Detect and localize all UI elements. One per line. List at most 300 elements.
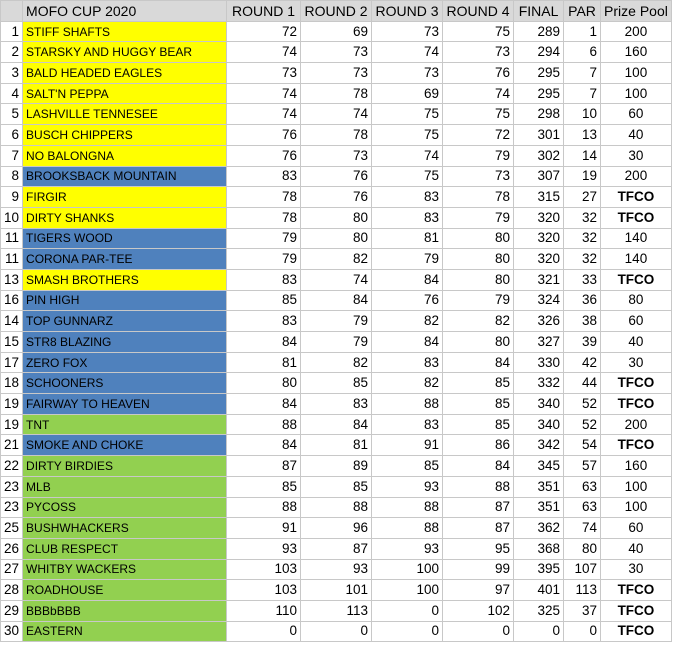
team-name-cell[interactable]: DIRTY SHANKS — [23, 207, 227, 228]
header-round-2[interactable]: ROUND 2 — [301, 1, 372, 22]
position-cell[interactable]: 22 — [1, 456, 23, 477]
round-2-cell[interactable]: 80 — [301, 207, 372, 228]
par-cell[interactable]: 10 — [564, 104, 601, 125]
team-name-cell[interactable]: STARSKY AND HUGGY BEAR — [23, 42, 227, 63]
position-cell[interactable]: 5 — [1, 104, 23, 125]
round-3-cell[interactable]: 0 — [372, 621, 443, 642]
table-body — [1, 1, 672, 642]
round-3-cell[interactable]: 79 — [372, 249, 443, 270]
round-4-cell[interactable]: 79 — [443, 145, 514, 166]
round-2-cell[interactable]: 82 — [301, 352, 372, 373]
table-row — [1, 125, 672, 146]
table-row — [1, 332, 672, 353]
round-3-cell[interactable]: 91 — [372, 435, 443, 456]
position-cell[interactable]: 19 — [1, 414, 23, 435]
round-4-cell[interactable]: 85 — [443, 373, 514, 394]
position-cell[interactable]: 30 — [1, 621, 23, 642]
round-4-cell[interactable]: 73 — [443, 166, 514, 187]
round-1-cell[interactable]: 93 — [227, 538, 301, 559]
par-cell[interactable]: 32 — [564, 207, 601, 228]
round-1-cell[interactable]: 83 — [227, 311, 301, 332]
round-3-cell[interactable]: 88 — [372, 394, 443, 415]
table-row — [1, 311, 672, 332]
round-3-cell[interactable]: 88 — [372, 518, 443, 539]
team-name-cell[interactable]: LASHVILLE TENNESEE — [23, 104, 227, 125]
table-row — [1, 538, 672, 559]
round-4-cell[interactable]: 0 — [443, 621, 514, 642]
team-name-cell[interactable]: BBBbBBB — [23, 600, 227, 621]
team-name-cell[interactable]: BALD HEADED EAGLES — [23, 63, 227, 84]
round-3-cell[interactable]: 83 — [372, 414, 443, 435]
round-1-cell[interactable]: 84 — [227, 435, 301, 456]
par-cell[interactable]: 63 — [564, 476, 601, 497]
final-score-cell[interactable]: 342 — [514, 435, 564, 456]
prize-pool-cell[interactable]: TFCO — [601, 269, 672, 290]
prize-pool-cell[interactable]: 200 — [601, 21, 672, 42]
final-score-cell[interactable]: 295 — [514, 63, 564, 84]
header-round-3[interactable]: ROUND 3 — [372, 1, 443, 22]
header-par[interactable]: PAR — [564, 1, 601, 22]
round-3-cell[interactable]: 74 — [372, 42, 443, 63]
position-cell[interactable]: 6 — [1, 125, 23, 146]
position-cell[interactable]: 4 — [1, 83, 23, 104]
round-3-cell[interactable]: 75 — [372, 166, 443, 187]
final-score-cell[interactable]: 351 — [514, 476, 564, 497]
final-score-cell[interactable]: 301 — [514, 125, 564, 146]
position-cell[interactable]: 17 — [1, 352, 23, 373]
round-3-cell[interactable]: 83 — [372, 352, 443, 373]
prize-pool-cell[interactable]: TFCO — [601, 373, 672, 394]
table-row — [1, 228, 672, 249]
position-cell[interactable]: 11 — [1, 249, 23, 270]
final-score-cell[interactable]: 345 — [514, 456, 564, 477]
round-1-cell[interactable]: 80 — [227, 373, 301, 394]
round-2-cell[interactable]: 78 — [301, 125, 372, 146]
round-4-cell[interactable]: 74 — [443, 83, 514, 104]
round-2-cell[interactable]: 101 — [301, 580, 372, 601]
prize-pool-cell[interactable]: TFCO — [601, 580, 672, 601]
round-3-cell[interactable]: 88 — [372, 497, 443, 518]
prize-pool-cell[interactable]: 40 — [601, 538, 672, 559]
round-4-cell[interactable]: 87 — [443, 518, 514, 539]
team-name-cell[interactable]: MLB — [23, 476, 227, 497]
round-3-cell[interactable]: 83 — [372, 187, 443, 208]
round-2-cell[interactable]: 73 — [301, 63, 372, 84]
team-name-cell[interactable]: EASTERN — [23, 621, 227, 642]
prize-pool-cell[interactable]: TFCO — [601, 435, 672, 456]
round-3-cell[interactable]: 73 — [372, 63, 443, 84]
round-4-cell[interactable]: 85 — [443, 414, 514, 435]
final-score-cell[interactable]: 326 — [514, 311, 564, 332]
par-cell[interactable]: 7 — [564, 83, 601, 104]
round-4-cell[interactable]: 88 — [443, 476, 514, 497]
round-2-cell[interactable]: 73 — [301, 42, 372, 63]
prize-pool-cell[interactable]: 60 — [601, 518, 672, 539]
round-4-cell[interactable]: 87 — [443, 497, 514, 518]
table-row — [1, 600, 672, 621]
round-4-cell[interactable]: 72 — [443, 125, 514, 146]
round-1-cell[interactable]: 85 — [227, 290, 301, 311]
round-4-cell[interactable]: 95 — [443, 538, 514, 559]
round-2-cell[interactable]: 87 — [301, 538, 372, 559]
final-score-cell[interactable]: 340 — [514, 394, 564, 415]
table-row — [1, 621, 672, 642]
round-1-cell[interactable]: 74 — [227, 83, 301, 104]
round-1-cell[interactable]: 83 — [227, 269, 301, 290]
position-cell[interactable]: 26 — [1, 538, 23, 559]
team-name-cell[interactable]: PIN HIGH — [23, 290, 227, 311]
par-cell[interactable]: 36 — [564, 290, 601, 311]
round-2-cell[interactable]: 0 — [301, 621, 372, 642]
table-row — [1, 497, 672, 518]
header-corner-cell[interactable] — [1, 1, 23, 22]
final-score-cell[interactable]: 302 — [514, 145, 564, 166]
prize-pool-cell[interactable]: 140 — [601, 228, 672, 249]
round-1-cell[interactable]: 81 — [227, 352, 301, 373]
prize-pool-cell[interactable]: 30 — [601, 145, 672, 166]
final-score-cell[interactable]: 320 — [514, 207, 564, 228]
header-prize-pool[interactable]: Prize Pool — [601, 1, 672, 22]
round-1-cell[interactable]: 83 — [227, 166, 301, 187]
table-row — [1, 249, 672, 270]
sheet-title[interactable]: MOFO CUP 2020 — [23, 1, 227, 22]
team-name-cell[interactable]: TIGERS WOOD — [23, 228, 227, 249]
position-cell[interactable]: 16 — [1, 290, 23, 311]
round-4-cell[interactable]: 75 — [443, 21, 514, 42]
final-score-cell[interactable]: 332 — [514, 373, 564, 394]
prize-pool-cell[interactable]: 30 — [601, 559, 672, 580]
table-row — [1, 352, 672, 373]
table-row — [1, 394, 672, 415]
round-1-cell[interactable]: 110 — [227, 600, 301, 621]
final-score-cell[interactable]: 368 — [514, 538, 564, 559]
round-3-cell[interactable]: 81 — [372, 228, 443, 249]
par-cell[interactable]: 42 — [564, 352, 601, 373]
round-2-cell[interactable]: 85 — [301, 476, 372, 497]
prize-pool-cell[interactable]: 60 — [601, 104, 672, 125]
round-4-cell[interactable]: 86 — [443, 435, 514, 456]
final-score-cell[interactable]: 327 — [514, 332, 564, 353]
round-2-cell[interactable]: 76 — [301, 166, 372, 187]
par-cell[interactable]: 13 — [564, 125, 601, 146]
round-1-cell[interactable]: 73 — [227, 63, 301, 84]
round-3-cell[interactable]: 75 — [372, 125, 443, 146]
final-score-cell[interactable]: 320 — [514, 228, 564, 249]
position-cell[interactable]: 18 — [1, 373, 23, 394]
par-cell[interactable]: 57 — [564, 456, 601, 477]
table-row — [1, 290, 672, 311]
round-2-cell[interactable]: 96 — [301, 518, 372, 539]
team-name-cell[interactable]: CLUB RESPECT — [23, 538, 227, 559]
final-score-cell[interactable]: 330 — [514, 352, 564, 373]
prize-pool-cell[interactable]: 80 — [601, 290, 672, 311]
par-cell[interactable]: 27 — [564, 187, 601, 208]
round-2-cell[interactable]: 85 — [301, 373, 372, 394]
position-cell[interactable]: 7 — [1, 145, 23, 166]
round-4-cell[interactable]: 84 — [443, 352, 514, 373]
par-cell[interactable]: 52 — [564, 414, 601, 435]
par-cell[interactable]: 52 — [564, 394, 601, 415]
position-cell[interactable]: 8 — [1, 166, 23, 187]
round-1-cell[interactable]: 88 — [227, 414, 301, 435]
table-row — [1, 435, 672, 456]
round-4-cell[interactable]: 99 — [443, 559, 514, 580]
par-cell[interactable]: 32 — [564, 249, 601, 270]
round-2-cell[interactable]: 78 — [301, 83, 372, 104]
round-3-cell[interactable]: 76 — [372, 290, 443, 311]
round-2-cell[interactable]: 74 — [301, 104, 372, 125]
position-cell[interactable]: 19 — [1, 394, 23, 415]
prize-pool-cell[interactable]: 100 — [601, 476, 672, 497]
round-2-cell[interactable]: 74 — [301, 269, 372, 290]
round-1-cell[interactable]: 88 — [227, 497, 301, 518]
round-1-cell[interactable]: 76 — [227, 125, 301, 146]
round-4-cell[interactable]: 82 — [443, 311, 514, 332]
round-1-cell[interactable]: 78 — [227, 207, 301, 228]
final-score-cell[interactable]: 321 — [514, 269, 564, 290]
team-name-cell[interactable]: FAIRWAY TO HEAVEN — [23, 394, 227, 415]
round-2-cell[interactable]: 113 — [301, 600, 372, 621]
round-1-cell[interactable]: 103 — [227, 580, 301, 601]
round-3-cell[interactable]: 93 — [372, 538, 443, 559]
round-4-cell[interactable]: 73 — [443, 42, 514, 63]
prize-pool-cell[interactable]: 40 — [601, 125, 672, 146]
prize-pool-cell[interactable]: 160 — [601, 42, 672, 63]
round-4-cell[interactable]: 75 — [443, 104, 514, 125]
round-3-cell[interactable]: 75 — [372, 104, 443, 125]
round-2-cell[interactable]: 79 — [301, 311, 372, 332]
round-3-cell[interactable]: 100 — [372, 580, 443, 601]
round-3-cell[interactable]: 69 — [372, 83, 443, 104]
team-name-cell[interactable]: WHITBY WACKERS — [23, 559, 227, 580]
final-score-cell[interactable]: 362 — [514, 518, 564, 539]
round-2-cell[interactable]: 83 — [301, 394, 372, 415]
position-cell[interactable]: 1 — [1, 21, 23, 42]
par-cell[interactable]: 1 — [564, 21, 601, 42]
prize-pool-cell[interactable]: 100 — [601, 497, 672, 518]
position-cell[interactable]: 14 — [1, 311, 23, 332]
round-3-cell[interactable]: 82 — [372, 311, 443, 332]
round-1-cell[interactable]: 103 — [227, 559, 301, 580]
team-name-cell[interactable]: BROOKSBACK MOUNTAIN — [23, 166, 227, 187]
table-row — [1, 187, 672, 208]
table-row — [1, 414, 672, 435]
final-score-cell[interactable]: 315 — [514, 187, 564, 208]
header-round-1[interactable]: ROUND 1 — [227, 1, 301, 22]
table-row — [1, 63, 672, 84]
round-3-cell[interactable]: 85 — [372, 456, 443, 477]
position-cell[interactable]: 28 — [1, 580, 23, 601]
position-cell[interactable]: 2 — [1, 42, 23, 63]
round-1-cell[interactable]: 76 — [227, 145, 301, 166]
final-score-cell[interactable]: 340 — [514, 414, 564, 435]
par-cell[interactable]: 80 — [564, 538, 601, 559]
round-4-cell[interactable]: 85 — [443, 394, 514, 415]
table-row — [1, 145, 672, 166]
position-cell[interactable]: 23 — [1, 476, 23, 497]
par-cell[interactable]: 6 — [564, 42, 601, 63]
round-3-cell[interactable]: 84 — [372, 332, 443, 353]
team-name-cell[interactable]: ZERO FOX — [23, 352, 227, 373]
round-1-cell[interactable]: 91 — [227, 518, 301, 539]
final-score-cell[interactable]: 351 — [514, 497, 564, 518]
round-1-cell[interactable]: 84 — [227, 394, 301, 415]
team-name-cell[interactable]: TNT — [23, 414, 227, 435]
position-cell[interactable]: 27 — [1, 559, 23, 580]
round-4-cell[interactable]: 79 — [443, 290, 514, 311]
round-4-cell[interactable]: 80 — [443, 249, 514, 270]
prize-pool-cell[interactable]: 60 — [601, 311, 672, 332]
round-2-cell[interactable]: 81 — [301, 435, 372, 456]
round-1-cell[interactable]: 72 — [227, 21, 301, 42]
prize-pool-cell[interactable]: 200 — [601, 414, 672, 435]
position-cell[interactable]: 29 — [1, 600, 23, 621]
team-name-cell[interactable]: DIRTY BIRDIES — [23, 456, 227, 477]
round-3-cell[interactable]: 74 — [372, 145, 443, 166]
par-cell[interactable]: 44 — [564, 373, 601, 394]
team-name-cell[interactable]: SMASH BROTHERS — [23, 269, 227, 290]
round-3-cell[interactable]: 83 — [372, 207, 443, 228]
final-score-cell[interactable]: 395 — [514, 559, 564, 580]
par-cell[interactable]: 113 — [564, 580, 601, 601]
team-name-cell[interactable]: ROADHOUSE — [23, 580, 227, 601]
round-2-cell[interactable]: 82 — [301, 249, 372, 270]
par-cell[interactable]: 14 — [564, 145, 601, 166]
prize-pool-cell[interactable]: 140 — [601, 249, 672, 270]
team-name-cell[interactable]: CORONA PAR-TEE — [23, 249, 227, 270]
prize-pool-cell[interactable]: TFCO — [601, 207, 672, 228]
round-4-cell[interactable]: 97 — [443, 580, 514, 601]
round-3-cell[interactable]: 93 — [372, 476, 443, 497]
final-score-cell[interactable]: 289 — [514, 21, 564, 42]
round-4-cell[interactable]: 80 — [443, 332, 514, 353]
round-2-cell[interactable]: 80 — [301, 228, 372, 249]
position-cell[interactable]: 21 — [1, 435, 23, 456]
final-score-cell[interactable]: 294 — [514, 42, 564, 63]
round-4-cell[interactable]: 79 — [443, 207, 514, 228]
team-name-cell[interactable]: SMOKE AND CHOKE — [23, 435, 227, 456]
final-score-cell[interactable]: 0 — [514, 621, 564, 642]
team-name-cell[interactable]: BUSCH CHIPPERS — [23, 125, 227, 146]
position-cell[interactable]: 25 — [1, 518, 23, 539]
par-cell[interactable]: 74 — [564, 518, 601, 539]
prize-pool-cell[interactable]: 30 — [601, 352, 672, 373]
table-row — [1, 373, 672, 394]
position-cell[interactable]: 9 — [1, 187, 23, 208]
team-name-cell[interactable]: TOP GUNNARZ — [23, 311, 227, 332]
par-cell[interactable]: 54 — [564, 435, 601, 456]
position-cell[interactable]: 15 — [1, 332, 23, 353]
position-cell[interactable]: 23 — [1, 497, 23, 518]
round-1-cell[interactable]: 78 — [227, 187, 301, 208]
team-name-cell[interactable]: FIRGIR — [23, 187, 227, 208]
round-2-cell[interactable]: 73 — [301, 145, 372, 166]
round-2-cell[interactable]: 84 — [301, 414, 372, 435]
par-cell[interactable]: 37 — [564, 600, 601, 621]
round-2-cell[interactable]: 88 — [301, 497, 372, 518]
round-2-cell[interactable]: 79 — [301, 332, 372, 353]
par-cell[interactable]: 19 — [564, 166, 601, 187]
round-1-cell[interactable]: 74 — [227, 104, 301, 125]
round-1-cell[interactable]: 74 — [227, 42, 301, 63]
round-1-cell[interactable]: 0 — [227, 621, 301, 642]
team-name-cell[interactable]: SCHOONERS — [23, 373, 227, 394]
par-cell[interactable]: 0 — [564, 621, 601, 642]
round-2-cell[interactable]: 89 — [301, 456, 372, 477]
par-cell[interactable]: 38 — [564, 311, 601, 332]
round-4-cell[interactable]: 76 — [443, 63, 514, 84]
final-score-cell[interactable]: 295 — [514, 83, 564, 104]
round-1-cell[interactable]: 84 — [227, 332, 301, 353]
prize-pool-cell[interactable]: TFCO — [601, 394, 672, 415]
prize-pool-cell[interactable]: TFCO — [601, 600, 672, 621]
round-4-cell[interactable]: 102 — [443, 600, 514, 621]
position-cell[interactable]: 11 — [1, 228, 23, 249]
round-3-cell[interactable]: 0 — [372, 600, 443, 621]
prize-pool-cell[interactable]: 100 — [601, 83, 672, 104]
prize-pool-cell[interactable]: 100 — [601, 63, 672, 84]
final-score-cell[interactable]: 307 — [514, 166, 564, 187]
table-row — [1, 83, 672, 104]
final-score-cell[interactable]: 320 — [514, 249, 564, 270]
par-cell[interactable]: 32 — [564, 228, 601, 249]
position-cell[interactable]: 13 — [1, 269, 23, 290]
round-2-cell[interactable]: 76 — [301, 187, 372, 208]
round-3-cell[interactable]: 73 — [372, 21, 443, 42]
round-3-cell[interactable]: 82 — [372, 373, 443, 394]
round-1-cell[interactable]: 85 — [227, 476, 301, 497]
final-score-cell[interactable]: 298 — [514, 104, 564, 125]
prize-pool-cell[interactable]: TFCO — [601, 187, 672, 208]
table-row — [1, 42, 672, 63]
round-3-cell[interactable]: 100 — [372, 559, 443, 580]
prize-pool-cell[interactable]: 160 — [601, 456, 672, 477]
round-1-cell[interactable]: 79 — [227, 249, 301, 270]
position-cell[interactable]: 10 — [1, 207, 23, 228]
round-2-cell[interactable]: 84 — [301, 290, 372, 311]
team-name-cell[interactable]: BUSHWHACKERS — [23, 518, 227, 539]
team-name-cell[interactable]: STIFF SHAFTS — [23, 21, 227, 42]
prize-pool-cell[interactable]: TFCO — [601, 621, 672, 642]
final-score-cell[interactable]: 401 — [514, 580, 564, 601]
team-name-cell[interactable]: NO BALONGNA — [23, 145, 227, 166]
round-4-cell[interactable]: 80 — [443, 228, 514, 249]
par-cell[interactable]: 7 — [564, 63, 601, 84]
par-cell[interactable]: 107 — [564, 559, 601, 580]
round-4-cell[interactable]: 84 — [443, 456, 514, 477]
team-name-cell[interactable]: PYCOSS — [23, 497, 227, 518]
par-cell[interactable]: 39 — [564, 332, 601, 353]
round-2-cell[interactable]: 69 — [301, 21, 372, 42]
team-name-cell[interactable]: SALT'N PEPPA — [23, 83, 227, 104]
round-1-cell[interactable]: 87 — [227, 456, 301, 477]
round-4-cell[interactable]: 78 — [443, 187, 514, 208]
final-score-cell[interactable]: 325 — [514, 600, 564, 621]
round-4-cell[interactable]: 80 — [443, 269, 514, 290]
header-final[interactable]: FINAL — [514, 1, 564, 22]
round-3-cell[interactable]: 84 — [372, 269, 443, 290]
round-1-cell[interactable]: 79 — [227, 228, 301, 249]
final-score-cell[interactable]: 324 — [514, 290, 564, 311]
round-2-cell[interactable]: 93 — [301, 559, 372, 580]
par-cell[interactable]: 33 — [564, 269, 601, 290]
team-name-cell[interactable]: STR8 BLAZING — [23, 332, 227, 353]
prize-pool-cell[interactable]: 200 — [601, 166, 672, 187]
par-cell[interactable]: 63 — [564, 497, 601, 518]
header-round-4[interactable]: ROUND 4 — [443, 1, 514, 22]
position-cell[interactable]: 3 — [1, 63, 23, 84]
prize-pool-cell[interactable]: 40 — [601, 332, 672, 353]
